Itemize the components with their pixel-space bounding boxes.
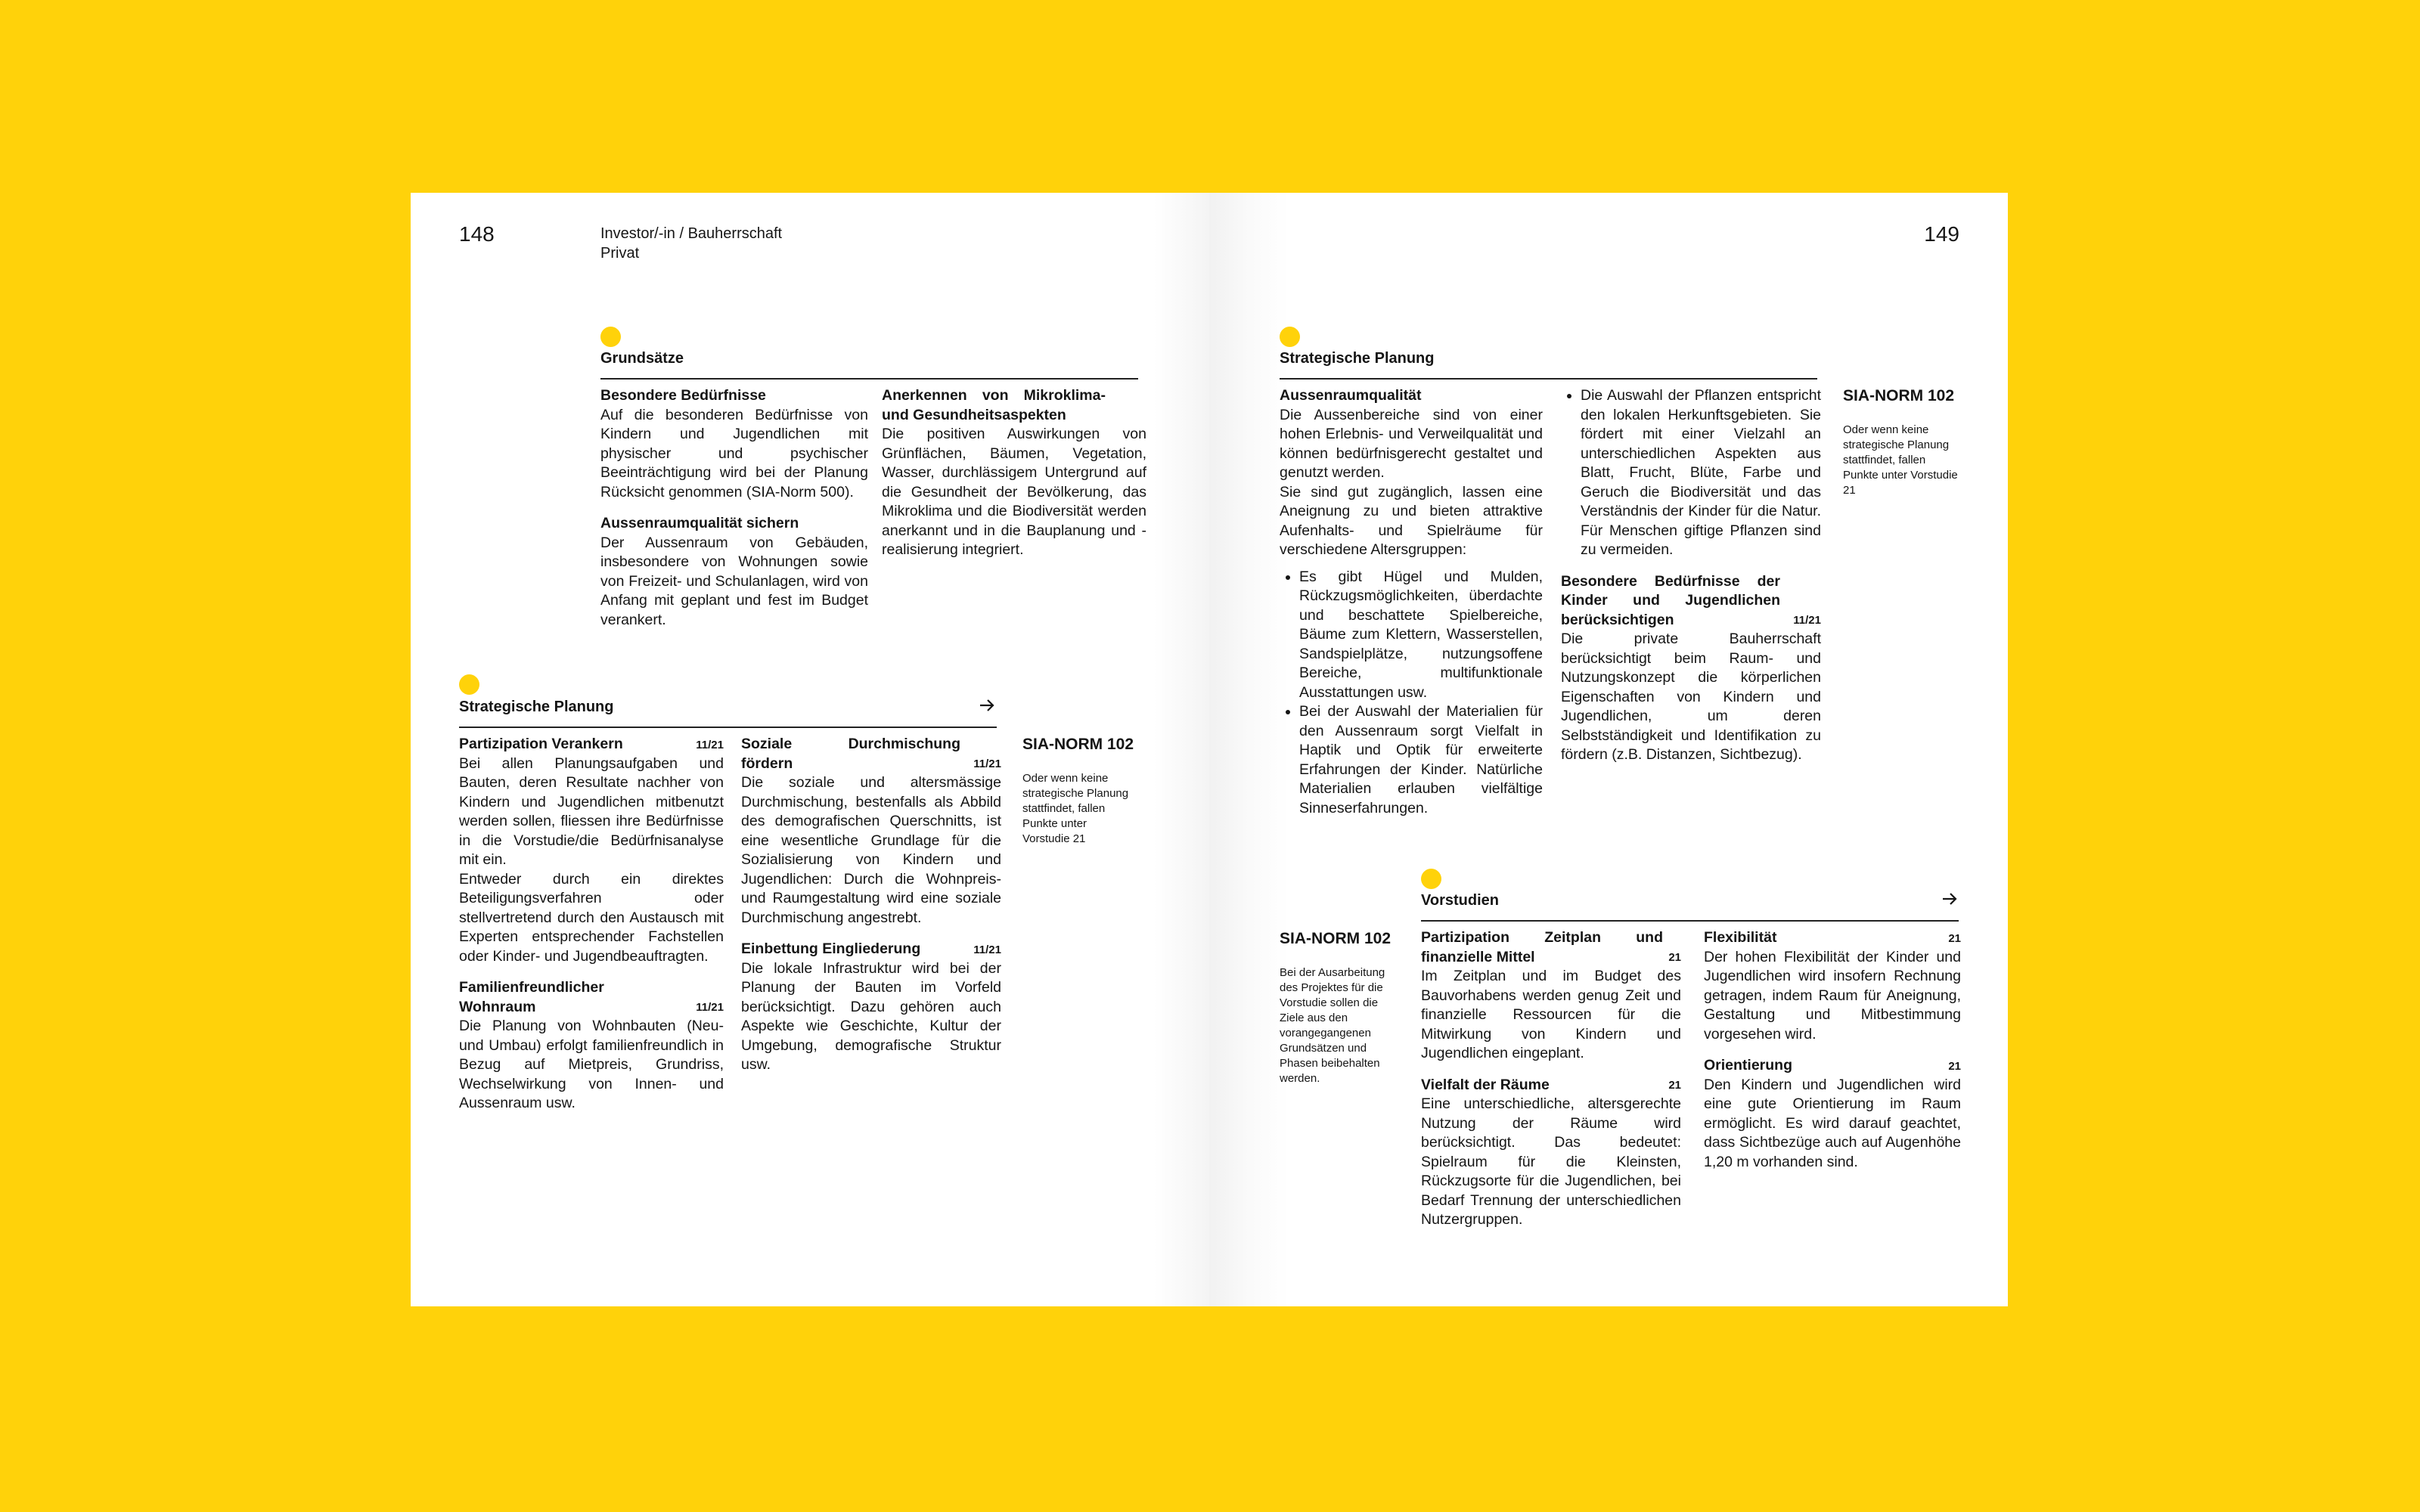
block-heading-text: Besondere Bedürfnisse der Kinder und Jugendlichen berücksichtigen xyxy=(1561,572,1780,628)
text-block xyxy=(459,735,724,966)
reference-number: 21 xyxy=(1948,931,1961,945)
sia-norm-note xyxy=(1022,735,1136,847)
block-text: Die positiven Auswirkungen von Grünflächen, Bäumen, Vegetation, Wasser, durchlässigem Untergrund auf die Gesundheit der Bevölkerung, das Mikroklima und die Biodiversität werden anerkannt und in die Bauplanung und -realisierung integriert. xyxy=(882,426,1146,558)
reference-number: 21 xyxy=(1668,951,1681,964)
running-head xyxy=(600,224,782,263)
block-text: Im Zeitplan und im Budget des Bauvorhabens werden genug Zeit und finanzielle Ressourcen für die Mitwirkung von Kindern und Jugendlichen eingeplant. xyxy=(1421,968,1681,1061)
sia-norm-text: Oder wenn keine strategische Planung stattfindet, fallen Punkte unter Vorstudie 21 xyxy=(1022,772,1129,845)
block-heading xyxy=(1421,928,1681,967)
reference-number: 11/21 xyxy=(1793,614,1821,627)
bullet-item: • Es gibt Hügel und Mulden, Rückzugsmöglichkeiten, überdachte und beschattete Spielbereiche, Bäume zum Klettern, Wasserstellen, Sandspielplätze, nutzungsoffene Bereiche, multifunktionale Ausstattungen usw. xyxy=(1299,568,1543,703)
aussenraum-column-1 xyxy=(1280,386,1543,818)
block-text: Die soziale und altersmässige Durchmischung, bestenfalls als Abbild des demografischen Querschnitts, ist eine wesentliche Grundlage für die Sozialisierung von Kindern und Jugendlichen: Durch die Wohnpreis- und Raumgestaltung wird eine soziale Durchmischung angestrebt. xyxy=(741,774,1001,926)
sia-norm-title: SIA-NORM 102 xyxy=(1022,736,1134,753)
bullet-item: • Die Auswahl der Pflanzen entspricht den lokalen Herkunftsgebieten. Sie fördert mit einer Vielzahl an unterschiedlichen Aspekten aus Blatt, Frucht, Blüte, Farbe und Geruch die Biodiversität und das Verständnis der Kinder für die Natur. Für Menschen giftige Pflanzen sind zu vermeiden. xyxy=(1581,386,1821,560)
section-title-vorstudien: Vorstudien xyxy=(1421,892,1499,909)
reference-number: 11/21 xyxy=(973,758,1001,770)
section-rule xyxy=(459,727,997,728)
text-block xyxy=(600,514,868,630)
block-heading xyxy=(459,735,724,754)
arrow-right-icon[interactable] xyxy=(1941,890,1959,912)
text-block xyxy=(741,940,1001,1075)
text-block xyxy=(741,735,1001,928)
section-dot-icon xyxy=(1280,327,1300,347)
vorstudien-column-1 xyxy=(1421,928,1681,1242)
sia-norm-title: SIA-NORM 102 xyxy=(1280,930,1392,947)
block-heading-text: Orientierung xyxy=(1704,1057,1793,1074)
block-heading-text: Flexibilität xyxy=(1704,929,1777,946)
strategische-column-1 xyxy=(459,735,724,1126)
reference-number: 11/21 xyxy=(696,1001,724,1014)
block-heading: Aussenraumqualität sichern xyxy=(600,515,799,531)
block-text: Bei allen Planungsaufgaben und Bauten, deren Resultate nachher von Kindern und Jugendlichen mitbenutzt werden sollen, fliessen ihre Bedürfnisse in die Vorstudie/die Bedürfnisanalyse mit ein. xyxy=(459,754,724,868)
sia-norm-note xyxy=(1843,386,1959,498)
reference-number: 21 xyxy=(1948,1059,1961,1073)
block-heading-text: Familienfreundlicher Wohnraum xyxy=(459,979,604,1015)
bullet-list xyxy=(1280,568,1543,819)
vorstudien-column-2 xyxy=(1704,928,1961,1184)
block-heading: Aussenraumqualität xyxy=(1280,387,1422,404)
text-block xyxy=(1704,928,1961,1044)
block-heading xyxy=(1704,928,1961,948)
text-block xyxy=(1421,928,1681,1064)
reference-number: 11/21 xyxy=(696,738,724,751)
block-heading-text: Partizipation Zeitplan und finanzielle Mittel xyxy=(1421,929,1663,965)
running-head-line1: Investor/-in / Bauherrschaft xyxy=(600,225,783,242)
section-rule xyxy=(1421,920,1959,922)
page-right xyxy=(1209,193,2008,1306)
text-block xyxy=(459,978,724,1114)
section-dot-icon xyxy=(600,327,621,347)
text-block xyxy=(882,386,1146,560)
aussenraum-column-2 xyxy=(1561,386,1821,765)
sia-norm-text: Oder wenn keine strategische Planung stattfindet, fallen Punkte unter Vorstudie 21 xyxy=(1843,423,1958,497)
section-dot-icon xyxy=(1421,869,1441,889)
block-heading xyxy=(1421,1076,1681,1095)
text-block xyxy=(1704,1056,1961,1172)
section-title-strategische-planung: Strategische Planung xyxy=(459,699,614,715)
block-text: Die Aussenbereiche sind von einer hohen Erlebnis- und Verweilqualität und können bedürfnisgerecht gestaltet und genutzt werden. xyxy=(1280,406,1543,481)
section-title-grundsaetze: Grundsätze xyxy=(600,350,684,367)
section-rule xyxy=(1280,378,1817,380)
block-heading-text: Vielfalt der Räume xyxy=(1421,1076,1550,1093)
block-text: Den Kindern und Jugendlichen wird eine gute Orientierung im Raum ermöglicht. Es wird darauf geachtet, dass Sichtbezüge auch auf Augenhöhe 1,20 m vorhanden sind. xyxy=(1704,1076,1961,1170)
block-text: Entweder durch ein direktes Beteiligungsverfahren oder stellvertretend durch den Austausch mit Experten entsprechender Fachstellen oder Kinder- und Jugendbeauftragten. xyxy=(459,870,724,965)
block-text: Die private Bauherrschaft berücksichtigt beim Raum- und Nutzungskonzept die körperlichen Eigenschaften von Kindern und Jugendlichen, um deren Selbstständigkeit und Identifikation zu fördern (z.B. Distanzen, Sichtbezug). xyxy=(1561,631,1821,763)
block-text: Der hohen Flexibilität der Kinder und Jugendlichen wird insofern Rechnung getragen, indem Raum für Aneignung, Gestaltung und Mitbestimmung vorgesehen wird. xyxy=(1704,948,1961,1043)
block-heading xyxy=(1561,572,1821,631)
text-block xyxy=(600,386,868,502)
block-text: Der Aussenraum von Gebäuden, insbesondere von Wohnungen sowie von Freizeit- und Schulanlagen, wird von Anfang mit geplant und fest im Budget verankert. xyxy=(600,534,868,628)
block-heading-text: Partizipation Verankern xyxy=(459,736,623,752)
grundsaetze-column-1 xyxy=(600,386,868,642)
sia-norm-text: Bei der Ausarbeitung des Projektes für die Vorstudie sollen die Ziele aus den vorangegangenen Grundsätzen und Phasen beibehalten werden. xyxy=(1280,966,1385,1085)
sia-norm-note xyxy=(1280,929,1393,1086)
section-rule xyxy=(600,378,1138,380)
block-text: Die Planung von Wohnbauten (Neu- und Umbau) erfolgt familienfreundlich in Bezug auf Mietpreis, Grundriss, Wechselwirkung von Innen- und Aussenraum usw. xyxy=(459,1018,724,1111)
page-left xyxy=(411,193,1209,1306)
block-heading xyxy=(741,940,1001,959)
block-heading: Anerkennen von Mikroklima- und Gesundheitsaspekten xyxy=(882,387,1106,423)
block-text: Die lokale Infrastruktur wird bei der Planung der Bauten im Vorfeld berücksichtigt. Dazu gehören auch Aspekte wie Geschichte, Kultur der Umgebung, demografische Struktur usw. xyxy=(741,959,1001,1073)
block-heading: Besondere Bedürfnisse xyxy=(600,387,766,404)
block-heading-text: Einbettung Eingliederung xyxy=(741,940,921,957)
block-heading xyxy=(741,735,1001,773)
block-text: Auf die besonderen Bedürfnisse von Kindern und Jugendlichen mit physischer und psychischer Beeinträchtigung wird bei der Planung Rücksicht genommen (SIA-Norm 500). xyxy=(600,406,868,500)
bullet-item: • Bei der Auswahl der Materialien für den Aussenraum sorgt Vielfalt in Haptik und Optik für erweiterte Erfahrungen der Kinder. Natürliche Materialien erlauben vielfältige Sinneserfahrungen. xyxy=(1299,702,1543,818)
block-text: Eine unterschiedliche, altersgerechte Nutzung der Räume wird berücksichtigt. Das bedeutet: Spielraum für die Kleinsten, Rückzugsorte für die Jugendlichen, bei Bedarf Trennung der unterschiedlichen Nutzergruppen. xyxy=(1421,1095,1681,1228)
running-head-line2: Privat xyxy=(600,245,640,262)
page-number: 149 xyxy=(1924,222,1959,246)
block-text: Sie sind gut zugänglich, lassen eine Aneignung zu und bieten attraktive Aufenhalts- und Spielräume für verschiedene Altersgruppen: xyxy=(1280,483,1543,558)
block-heading xyxy=(459,978,724,1017)
grundsaetze-column-2 xyxy=(882,386,1146,572)
section-dot-icon xyxy=(459,674,479,695)
sia-norm-title: SIA-NORM 102 xyxy=(1843,387,1955,404)
bullet-list xyxy=(1561,386,1821,560)
text-block xyxy=(1421,1076,1681,1230)
block-heading-text: Soziale Durchmischung fördern xyxy=(741,736,960,772)
reference-number: 21 xyxy=(1668,1079,1681,1092)
strategische-column-2 xyxy=(741,735,1001,1087)
page-number: 148 xyxy=(459,222,495,246)
reference-number: 11/21 xyxy=(973,943,1001,956)
block-heading xyxy=(1704,1056,1961,1076)
book-spread xyxy=(411,193,2008,1306)
section-title-strategische-planung: Strategische Planung xyxy=(1280,350,1435,367)
arrow-right-icon[interactable] xyxy=(978,696,996,718)
